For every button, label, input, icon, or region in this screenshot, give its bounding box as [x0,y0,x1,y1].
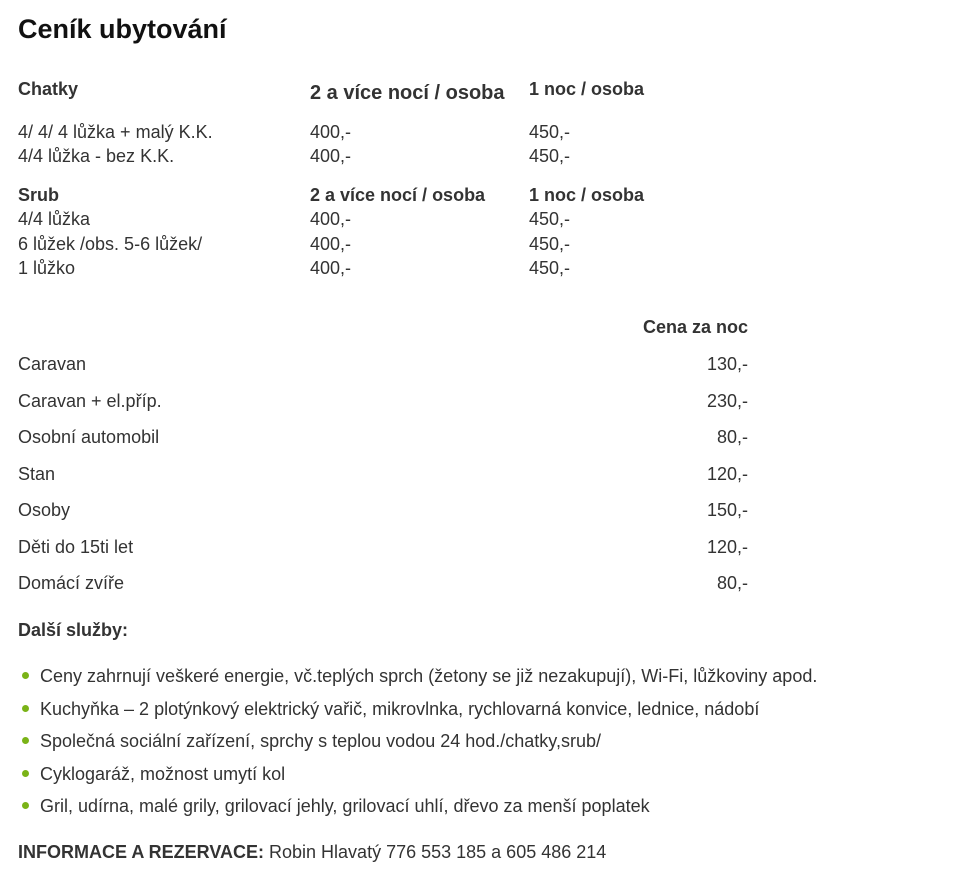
srub-heading: Srub [18,185,60,205]
service-text: Gril, udírna, malé grily, grilovací jehly, grilovací uhlí, dřevo za menší poplatek [40,796,650,816]
chatky-row-multi-price: 400,- [310,146,352,166]
camping-row-price: 120,- [706,464,748,484]
srub-row-single-price: 450,- [529,258,571,278]
srub-row-single-price: 450,- [529,234,571,254]
chatky-heading: Chatky [18,79,79,99]
camping-row-price: 80,- [716,573,748,593]
list-item [18,725,817,758]
camping-row-price: 130,- [706,354,748,374]
camping-row-label: Domácí zvíře [18,573,125,593]
srub-row-label: 6 lůžek /obs. 5-6 lůžek/ [18,234,203,254]
list-item [18,660,817,693]
chatky-row-label: 4/ 4/ 4 lůžka + malý K.K. [18,122,213,142]
service-text: Společná sociální zařízení, sprchy s teplou vodou 24 hod./chatky,srub/ [40,731,601,751]
srub-row-multi-price: 400,- [310,209,352,229]
services-list [18,660,817,823]
page-title: Ceník ubytování [18,14,227,44]
bullet-icon [22,672,29,679]
camping-row-label: Děti do 15ti let [18,537,134,557]
srub-row-multi-price: 400,- [310,258,352,278]
services-heading: Další služby: [18,620,129,640]
srub-row-single-price: 450,- [529,209,571,229]
camping-row-label: Caravan + el.příp. [18,391,162,411]
camping-row-label: Osobní automobil [18,427,160,447]
bullet-icon [22,705,29,712]
bullet-icon [22,802,29,809]
bullet-icon [22,770,29,777]
srub-col-one-night: 1 noc / osoba [529,185,645,205]
camping-row-label: Osoby [18,500,71,520]
service-text: Ceny zahrnují veškeré energie, vč.teplých sprch (žetony se již nezakupují), Wi-Fi, lůžkoviny apod. [40,666,818,686]
service-text: Kuchyňka – 2 plotýnkový elektrický vařič, mikrovlnka, rychlovarná konvice, lednice, nádobí [40,698,760,719]
camping-row-price: 120,- [706,537,748,557]
list-item [18,790,817,823]
camping-row-price: 150,- [706,500,748,520]
list-item [18,758,817,791]
chatky-col-one-night: 1 noc / osoba [529,79,645,99]
bullet-icon [22,737,29,744]
service-text: Cyklogaráž, možnost umytí kol [40,763,286,784]
contact-line [18,841,606,863]
camping-row-label: Caravan [18,354,87,374]
chatky-row-label: 4/4 lůžka - bez K.K. [18,146,175,166]
srub-row-multi-price: 400,- [310,234,352,254]
srub-row-label: 4/4 lůžka [18,209,91,229]
chatky-col-multi-night: 2 a více nocí / osoba [310,82,505,104]
list-item [18,693,817,726]
chatky-row-multi-price: 400,- [310,122,352,142]
camping-row-price: 80,- [716,427,748,447]
srub-col-multi-night: 2 a více nocí / osoba [310,185,486,205]
contact-label: INFORMACE A REZERVACE: [18,842,265,862]
srub-row-label: 1 lůžko [18,258,76,278]
camping-price-header: Cena za noc [642,317,748,337]
chatky-row-single-price: 450,- [529,146,571,166]
camping-row-price: 230,- [706,391,748,411]
chatky-row-single-price: 450,- [529,122,571,142]
camping-row-label: Stan [18,464,56,484]
contact-text: Robin Hlavatý 776 553 185 a 605 486 214 [264,842,607,862]
